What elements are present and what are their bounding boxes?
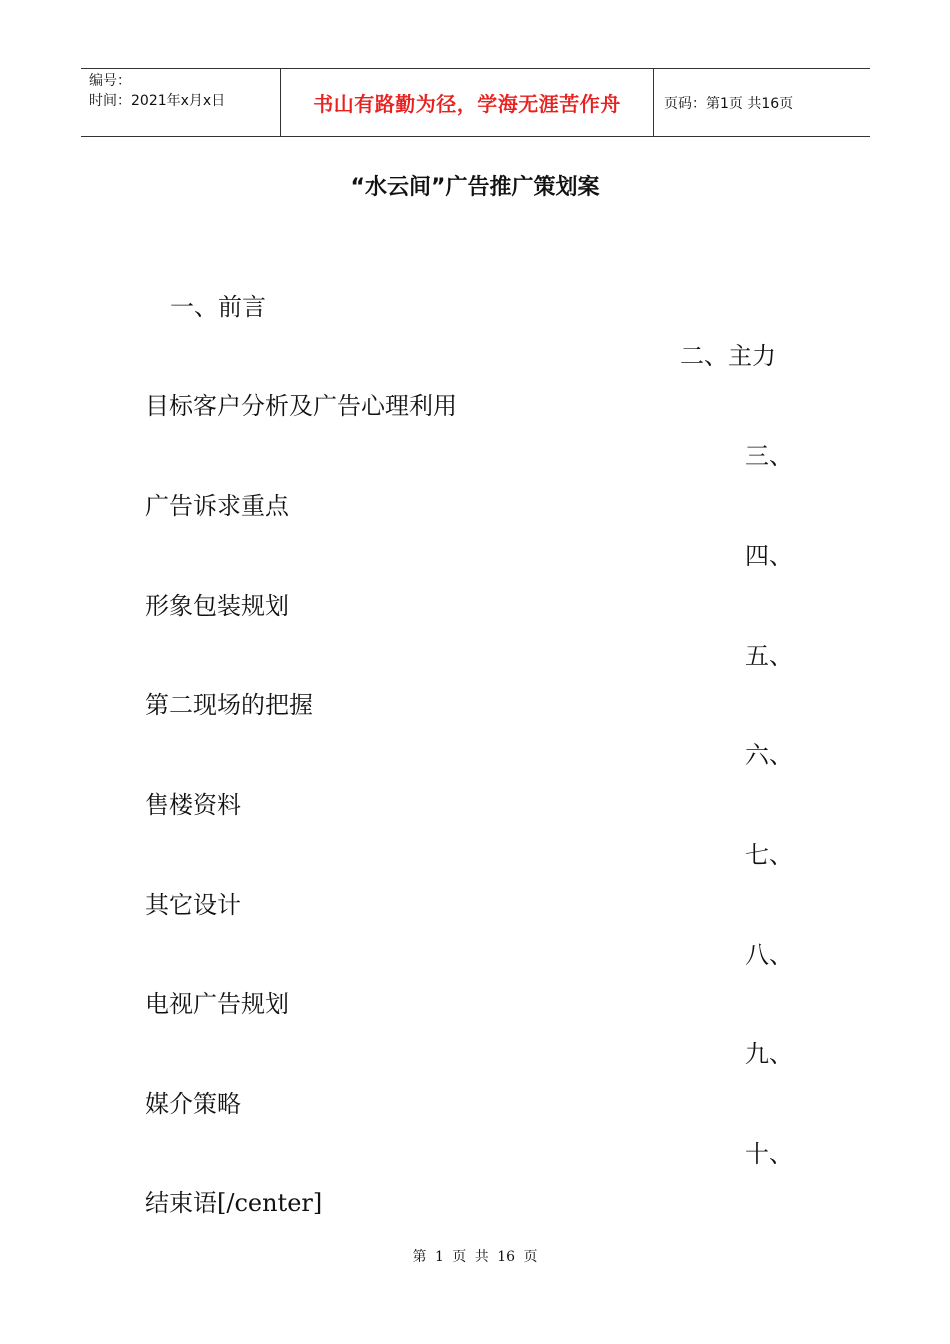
- section-7-number: 七、: [745, 841, 793, 869]
- header-motto: 书山有路勤为径，学海无涯苦作舟: [281, 69, 654, 136]
- header-meta-cell: [81, 69, 281, 136]
- document-header: [81, 68, 870, 137]
- number-label: 编号：: [89, 73, 131, 89]
- section-5-text: 第二现场的把握: [145, 691, 313, 719]
- section-1: 一、前言: [170, 293, 266, 321]
- section-10-text: 结束语[/center]: [145, 1189, 323, 1217]
- section-2-text: 目标客户分析及广告心理利用: [145, 392, 457, 420]
- section-4-text: 形象包装规划: [145, 592, 289, 620]
- section-3-number: 三、: [745, 442, 793, 470]
- time-label: 时间：2021年x月x日: [89, 93, 226, 109]
- section-6-text: 售楼资料: [145, 791, 241, 819]
- section-6-number: 六、: [745, 741, 793, 769]
- section-9-number: 九、: [745, 1040, 793, 1068]
- section-8-text: 电视广告规划: [145, 990, 289, 1018]
- section-2-number: 二、主力: [680, 342, 776, 370]
- page-footer: 第 1 页 共 16 页: [412, 1249, 538, 1265]
- header-page-info: 页码：第1页 共16页: [664, 95, 794, 112]
- document-title: “水云间”广告推广策划案: [350, 175, 600, 200]
- section-7-text: 其它设计: [145, 891, 241, 919]
- section-8-number: 八、: [745, 941, 793, 969]
- section-9-text: 媒介策略: [145, 1090, 241, 1118]
- section-5-number: 五、: [745, 642, 793, 670]
- section-3-text: 广告诉求重点: [145, 492, 289, 520]
- section-4-number: 四、: [745, 542, 793, 570]
- section-10-number: 十、: [745, 1140, 793, 1168]
